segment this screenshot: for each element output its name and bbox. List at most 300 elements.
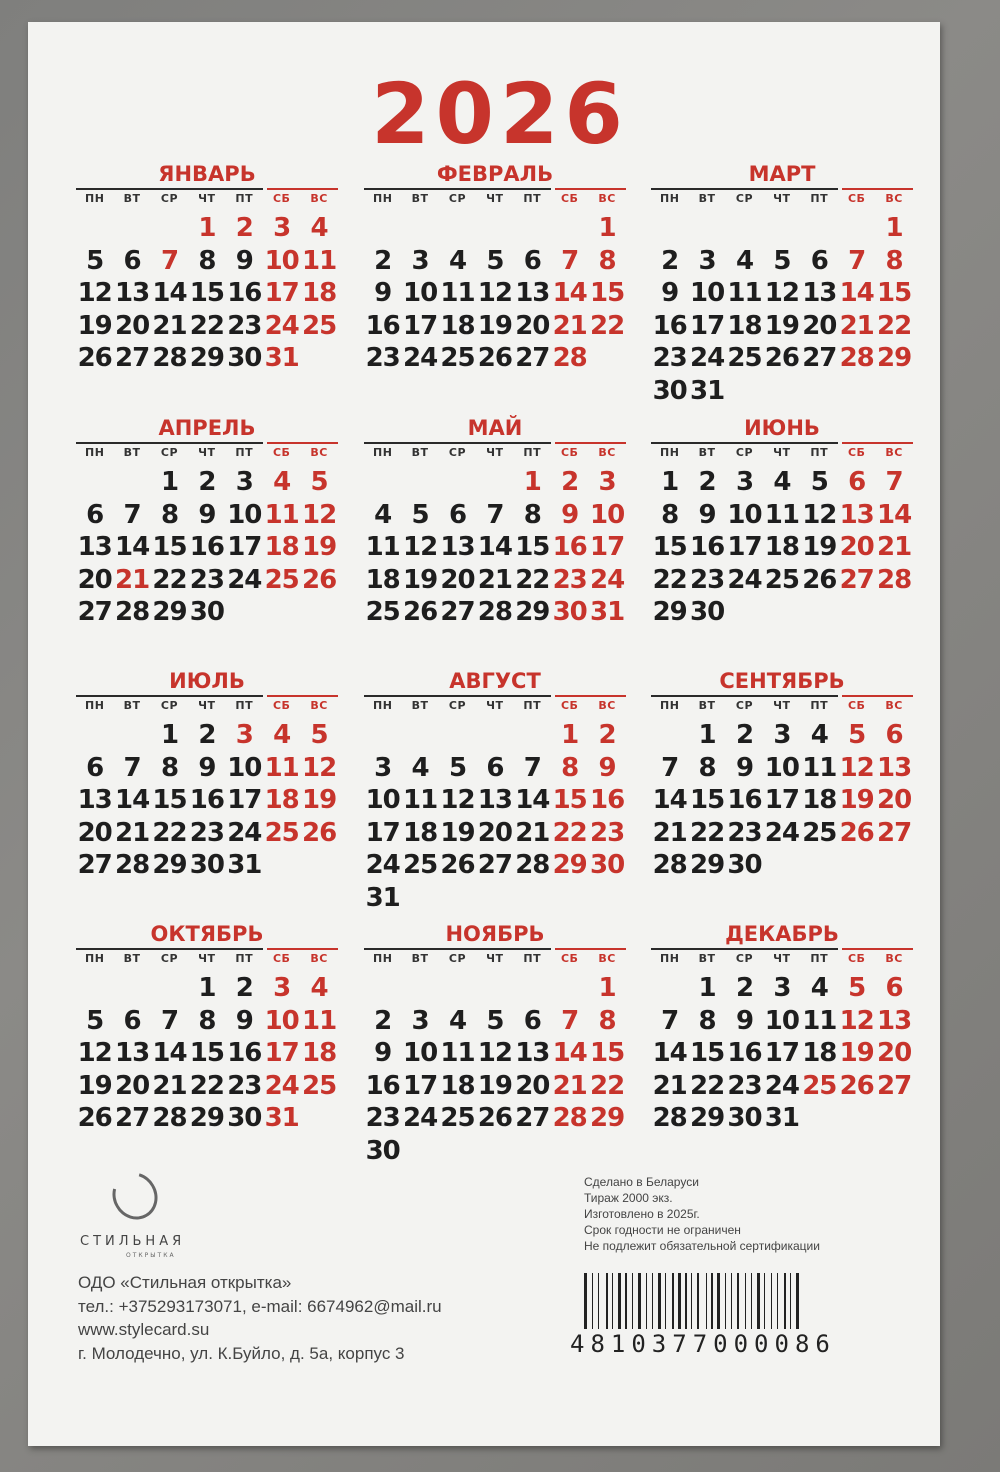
weekday-label: ВТ: [698, 192, 716, 205]
weekend-rule: [555, 188, 626, 190]
weekday-label: ВТ: [123, 192, 141, 205]
day-cell: 5: [773, 245, 791, 276]
day-cell: 29: [552, 850, 587, 880]
weekday-label: СР: [735, 192, 754, 205]
day-cell: 23: [689, 564, 725, 595]
weekday-label: СР: [160, 699, 179, 712]
day-cell: 30: [652, 375, 687, 406]
day-cell: 31: [264, 343, 299, 373]
weekday-label: ПТ: [523, 952, 542, 965]
day-cell: 24: [727, 564, 762, 595]
weekday-label: ПТ: [235, 446, 254, 459]
day-cell: 21: [839, 310, 874, 341]
day-cell: 4: [411, 752, 429, 783]
day-cell: 17: [227, 532, 262, 562]
weekday-rule: [76, 188, 263, 190]
weekday-label: СБ: [560, 192, 579, 205]
day-cell: 7: [123, 752, 141, 783]
day-cell: 29: [652, 597, 687, 627]
weekday-label: ВС: [310, 952, 328, 965]
day-cell: 4: [773, 467, 791, 497]
day-cell: 18: [402, 817, 438, 848]
day-cell: 7: [523, 752, 541, 783]
day-cell: 30: [727, 850, 762, 880]
day-cell: 19: [477, 310, 512, 341]
phone-email: тел.: +375293173071, e-mail: 6674962@mail.ru: [78, 1297, 442, 1316]
barcode-bar: [584, 1273, 587, 1329]
day-cell: 28: [152, 343, 187, 373]
day-cell: 11: [264, 752, 299, 783]
day-cell: 9: [198, 499, 216, 530]
day-cell: 19: [301, 532, 337, 562]
day-cell: 6: [523, 245, 541, 276]
day-cell: 3: [411, 245, 429, 276]
weekday-label: ЧТ: [198, 952, 216, 965]
day-cell: 16: [652, 310, 687, 341]
weekday-label: СБ: [272, 192, 291, 205]
day-cell: 26: [477, 1103, 512, 1133]
day-cell: 20: [515, 1070, 550, 1101]
weekday-rule: [364, 442, 551, 444]
day-cell: 30: [689, 597, 725, 627]
info-shelf-life: Срок годности не ограничен: [584, 1223, 741, 1237]
day-cell: 26: [440, 850, 475, 880]
weekday-label: СБ: [560, 952, 579, 965]
weekday-label: ПТ: [523, 699, 542, 712]
logo-name: СТИЛЬНАЯ: [80, 1234, 186, 1249]
day-cell: 15: [189, 1038, 224, 1068]
day-cell: 12: [301, 499, 337, 530]
day-cell: 19: [477, 1070, 512, 1101]
day-cell: 31: [764, 1103, 799, 1133]
day-cell: 5: [486, 1005, 504, 1036]
day-cell: 20: [515, 310, 550, 341]
day-cell: 24: [264, 1070, 299, 1101]
day-cell: 9: [235, 245, 253, 276]
day-cell: 17: [365, 817, 400, 848]
weekday-label: ВС: [598, 699, 616, 712]
weekday-label: ВТ: [123, 952, 141, 965]
weekday-label: ПН: [84, 952, 105, 965]
logo-subtitle: ОТКРЫТКА: [126, 1252, 176, 1259]
day-cell: 30: [189, 850, 224, 880]
day-cell: 15: [152, 532, 187, 562]
day-cell: 30: [189, 597, 224, 627]
day-cell: 5: [310, 720, 328, 750]
day-cell: 13: [876, 752, 912, 783]
barcode-bar: [691, 1273, 692, 1329]
day-cell: 21: [652, 817, 687, 848]
day-cell: 23: [552, 564, 587, 595]
day-cell: 11: [802, 752, 837, 783]
weekday-label: ЧТ: [773, 192, 791, 205]
barcode-bar: [751, 1273, 752, 1329]
day-cell: 28: [652, 1103, 687, 1133]
day-cell: 17: [727, 532, 762, 562]
day-cell: 8: [160, 499, 179, 530]
day-cell: 16: [727, 785, 762, 815]
day-cell: 1: [698, 973, 716, 1003]
day-cell: 16: [189, 785, 224, 815]
day-cell: 26: [77, 343, 112, 373]
weekday-label: ПН: [659, 699, 680, 712]
day-cell: 20: [802, 310, 837, 341]
day-cell: 6: [885, 720, 903, 750]
barcode-bar: [717, 1273, 720, 1329]
day-cell: 8: [523, 499, 541, 530]
day-cell: 11: [402, 785, 438, 815]
day-cell: 19: [77, 310, 112, 341]
day-cell: 23: [365, 1103, 400, 1133]
weekday-label: ПН: [372, 699, 393, 712]
day-cell: 6: [523, 1005, 541, 1036]
day-cell: 6: [123, 1005, 141, 1036]
day-cell: 18: [764, 532, 799, 562]
day-cell: 16: [552, 532, 587, 562]
weekday-label: ПТ: [523, 192, 542, 205]
month-5: [364, 414, 626, 664]
day-cell: 24: [264, 310, 299, 341]
day-cell: 2: [735, 720, 754, 750]
weekday-label: ПТ: [810, 699, 829, 712]
weekday-label: ПТ: [810, 446, 829, 459]
day-cell: 1: [160, 467, 179, 497]
month-10: [76, 920, 338, 1170]
day-cell: 13: [114, 278, 150, 308]
day-cell: 26: [402, 597, 438, 627]
barcode-bar: [764, 1273, 765, 1329]
day-cell: 22: [189, 310, 224, 341]
weekend-rule: [555, 695, 626, 697]
day-cell: 26: [839, 817, 874, 848]
weekday-label: ПН: [659, 192, 680, 205]
day-cell: 5: [86, 245, 104, 276]
day-cell: 30: [727, 1103, 762, 1133]
day-cell: 2: [198, 467, 216, 497]
day-cell: 8: [598, 245, 616, 276]
day-cell: 2: [561, 467, 579, 497]
day-cell: 24: [764, 1070, 799, 1101]
barcode-bar: [638, 1273, 641, 1329]
day-cell: 11: [365, 532, 400, 562]
address: г. Молодечно, ул. К.Буйло, д. 5а, корпус 3: [78, 1344, 405, 1363]
day-cell: 12: [839, 752, 874, 783]
day-cell: 30: [589, 850, 625, 880]
day-cell: 10: [727, 499, 762, 530]
month-name: НОЯБРЬ: [445, 922, 545, 946]
company-name: ОДО «Стильная открытка»: [78, 1273, 292, 1292]
weekday-rule: [76, 695, 263, 697]
day-cell: 29: [189, 343, 224, 373]
weekday-label: ВТ: [411, 952, 429, 965]
day-cell: 10: [227, 499, 262, 530]
day-cell: 26: [301, 564, 337, 595]
day-cell: 1: [523, 467, 541, 497]
month-name: АВГУСТ: [449, 669, 541, 693]
weekday-label: СР: [160, 952, 179, 965]
weekday-label: ВС: [885, 192, 903, 205]
day-cell: 31: [365, 882, 400, 913]
barcode-bar: [592, 1273, 593, 1329]
day-cell: 21: [515, 817, 550, 848]
day-cell: 14: [876, 499, 912, 530]
day-cell: 3: [235, 467, 253, 497]
day-cell: 14: [114, 532, 150, 562]
weekday-label: ВС: [310, 446, 328, 459]
barcode-bar: [725, 1273, 726, 1329]
weekday-label: ЧТ: [198, 699, 216, 712]
day-cell: 20: [77, 817, 112, 848]
barcode-bar: [757, 1273, 760, 1329]
day-cell: 20: [77, 564, 112, 595]
weekday-label: ПТ: [810, 952, 829, 965]
day-cell: 17: [402, 1070, 438, 1101]
barcode-bar: [784, 1273, 786, 1329]
day-cell: 2: [198, 720, 216, 750]
day-cell: 1: [598, 973, 616, 1003]
day-cell: 8: [198, 1005, 216, 1036]
day-cell: 15: [689, 1038, 725, 1068]
day-cell: 22: [876, 310, 912, 341]
day-cell: 4: [273, 720, 291, 750]
day-cell: 27: [876, 817, 912, 848]
weekday-label: ВТ: [411, 699, 429, 712]
day-cell: 17: [264, 278, 299, 308]
month-name: ОКТЯБРЬ: [150, 922, 264, 946]
weekend-rule: [267, 442, 338, 444]
day-cell: 21: [652, 1070, 687, 1101]
barcode-bar: [632, 1273, 633, 1329]
day-cell: 22: [689, 817, 725, 848]
day-cell: 12: [477, 278, 512, 308]
day-cell: 25: [802, 817, 837, 848]
day-cell: 1: [661, 467, 679, 497]
month-1: [76, 160, 338, 410]
day-cell: 2: [374, 245, 392, 276]
weekday-label: ВС: [885, 446, 903, 459]
weekday-rule: [651, 188, 838, 190]
day-cell: 8: [598, 1005, 616, 1036]
day-cell: 23: [652, 343, 687, 373]
day-cell: 23: [189, 564, 224, 595]
weekday-label: СБ: [560, 699, 579, 712]
weekday-label: ЧТ: [486, 952, 504, 965]
day-cell: 29: [515, 597, 550, 627]
day-cell: 12: [77, 278, 112, 308]
weekday-label: ПН: [659, 446, 680, 459]
barcode-bar: [625, 1273, 627, 1329]
weekday-label: СБ: [847, 952, 866, 965]
month-name: ФЕВРАЛЬ: [436, 162, 554, 186]
weekday-label: ПН: [372, 952, 393, 965]
day-cell: 1: [198, 213, 216, 243]
day-cell: 13: [477, 785, 512, 815]
day-cell: 11: [440, 278, 475, 308]
weekday-label: ВС: [310, 192, 328, 205]
weekday-label: ВТ: [698, 952, 716, 965]
day-cell: 19: [440, 817, 475, 848]
info-print-run: Тираж 2000 экз.: [584, 1191, 673, 1205]
day-cell: 9: [198, 752, 216, 783]
day-cell: 13: [515, 1038, 550, 1068]
weekday-label: СР: [735, 446, 754, 459]
info-made-in: Сделано в Беларуси: [584, 1175, 699, 1189]
day-cell: 30: [552, 597, 587, 627]
day-cell: 3: [411, 1005, 429, 1036]
day-cell: 27: [839, 564, 874, 595]
day-cell: 5: [486, 245, 504, 276]
day-cell: 7: [661, 1005, 679, 1036]
day-cell: 16: [689, 532, 725, 562]
day-cell: 14: [152, 278, 187, 308]
day-cell: 16: [227, 1038, 262, 1068]
weekday-label: ПН: [84, 446, 105, 459]
day-cell: 12: [440, 785, 475, 815]
day-cell: 4: [374, 499, 392, 530]
day-cell: 22: [152, 817, 187, 848]
day-cell: 3: [273, 973, 291, 1003]
day-cell: 28: [114, 850, 150, 880]
day-cell: 4: [273, 467, 291, 497]
day-cell: 24: [402, 1103, 438, 1133]
day-cell: 4: [448, 1005, 467, 1036]
weekend-rule: [842, 695, 913, 697]
weekday-label: ВС: [885, 952, 903, 965]
day-cell: 17: [402, 310, 438, 341]
day-cell: 5: [411, 499, 429, 530]
day-cell: 16: [365, 310, 400, 341]
day-cell: 8: [698, 752, 716, 783]
day-cell: 9: [735, 1005, 754, 1036]
day-cell: 22: [652, 564, 687, 595]
day-cell: 22: [515, 564, 550, 595]
month-name: АПРЕЛЬ: [158, 416, 256, 440]
day-cell: 2: [374, 1005, 392, 1036]
day-cell: 25: [264, 817, 299, 848]
day-cell: 27: [114, 1103, 150, 1133]
day-cell: 29: [689, 850, 725, 880]
day-cell: 6: [848, 467, 866, 497]
barcode-bar: [672, 1273, 674, 1329]
day-cell: 28: [152, 1103, 187, 1133]
day-cell: 23: [365, 343, 400, 373]
weekend-rule: [842, 188, 913, 190]
day-cell: 18: [301, 1038, 337, 1068]
day-cell: 27: [440, 597, 475, 627]
day-cell: 29: [589, 1103, 625, 1133]
weekday-label: СР: [160, 446, 179, 459]
weekday-label: ПН: [84, 192, 105, 205]
weekday-label: СР: [448, 952, 467, 965]
barcode-bar: [658, 1273, 661, 1329]
weekday-label: ВС: [310, 699, 328, 712]
weekday-label: ЧТ: [198, 192, 216, 205]
day-cell: 1: [561, 720, 579, 750]
weekend-rule: [842, 948, 913, 950]
weekend-rule: [555, 948, 626, 950]
day-cell: 25: [802, 1070, 837, 1101]
month-name: МАЙ: [467, 416, 523, 440]
day-cell: 5: [810, 467, 828, 497]
barcode-number: 4810377000086: [570, 1330, 836, 1358]
day-cell: 13: [802, 278, 837, 308]
day-cell: 7: [123, 499, 141, 530]
day-cell: 3: [773, 973, 791, 1003]
barcode-bar: [711, 1273, 713, 1329]
day-cell: 8: [661, 499, 679, 530]
day-cell: 26: [839, 1070, 874, 1101]
day-cell: 18: [301, 278, 337, 308]
day-cell: 9: [235, 1005, 253, 1036]
day-cell: 15: [189, 278, 224, 308]
barcode-bar: [665, 1273, 666, 1329]
weekday-label: ПТ: [810, 192, 829, 205]
day-cell: 25: [440, 1103, 475, 1133]
day-cell: 14: [652, 1038, 687, 1068]
day-cell: 21: [152, 310, 187, 341]
day-cell: 8: [198, 245, 216, 276]
day-cell: 9: [735, 752, 754, 783]
day-cell: 24: [689, 343, 725, 373]
day-cell: 8: [561, 752, 579, 783]
weekday-label: СР: [735, 699, 754, 712]
day-cell: 21: [114, 817, 150, 848]
day-cell: 25: [264, 564, 299, 595]
month-6: [651, 414, 913, 664]
day-cell: 19: [839, 785, 874, 815]
barcode-image: [584, 1273, 889, 1329]
day-cell: 18: [440, 1070, 475, 1101]
day-cell: 6: [86, 499, 104, 530]
day-cell: 18: [264, 532, 299, 562]
day-cell: 20: [839, 532, 874, 562]
barcode-bar: [618, 1273, 621, 1329]
day-cell: 24: [365, 850, 400, 880]
day-cell: 28: [477, 597, 512, 627]
weekday-rule: [364, 695, 551, 697]
day-cell: 1: [598, 213, 616, 243]
day-cell: 19: [839, 1038, 874, 1068]
day-cell: 6: [885, 973, 903, 1003]
day-cell: 11: [440, 1038, 475, 1068]
day-cell: 27: [114, 343, 150, 373]
day-cell: 4: [810, 973, 828, 1003]
day-cell: 18: [802, 785, 837, 815]
day-cell: 28: [876, 564, 912, 595]
day-cell: 21: [477, 564, 512, 595]
day-cell: 10: [402, 278, 438, 308]
day-cell: 31: [264, 1103, 299, 1133]
day-cell: 31: [689, 375, 725, 406]
day-cell: 12: [802, 499, 837, 530]
barcode-bar: [678, 1273, 681, 1329]
month-7: [76, 667, 338, 917]
month-name: ДЕКАБРЬ: [725, 922, 839, 946]
day-cell: 26: [301, 817, 337, 848]
year-title: 2026: [371, 65, 629, 163]
day-cell: 12: [301, 752, 337, 783]
day-cell: 11: [727, 278, 762, 308]
day-cell: 14: [477, 532, 512, 562]
barcode-bar: [606, 1273, 608, 1329]
day-cell: 11: [764, 499, 799, 530]
day-cell: 5: [310, 467, 328, 497]
day-cell: 7: [561, 1005, 579, 1036]
day-cell: 18: [727, 310, 762, 341]
day-cell: 14: [114, 785, 150, 815]
weekday-label: ЧТ: [773, 952, 791, 965]
day-cell: 18: [365, 564, 400, 595]
